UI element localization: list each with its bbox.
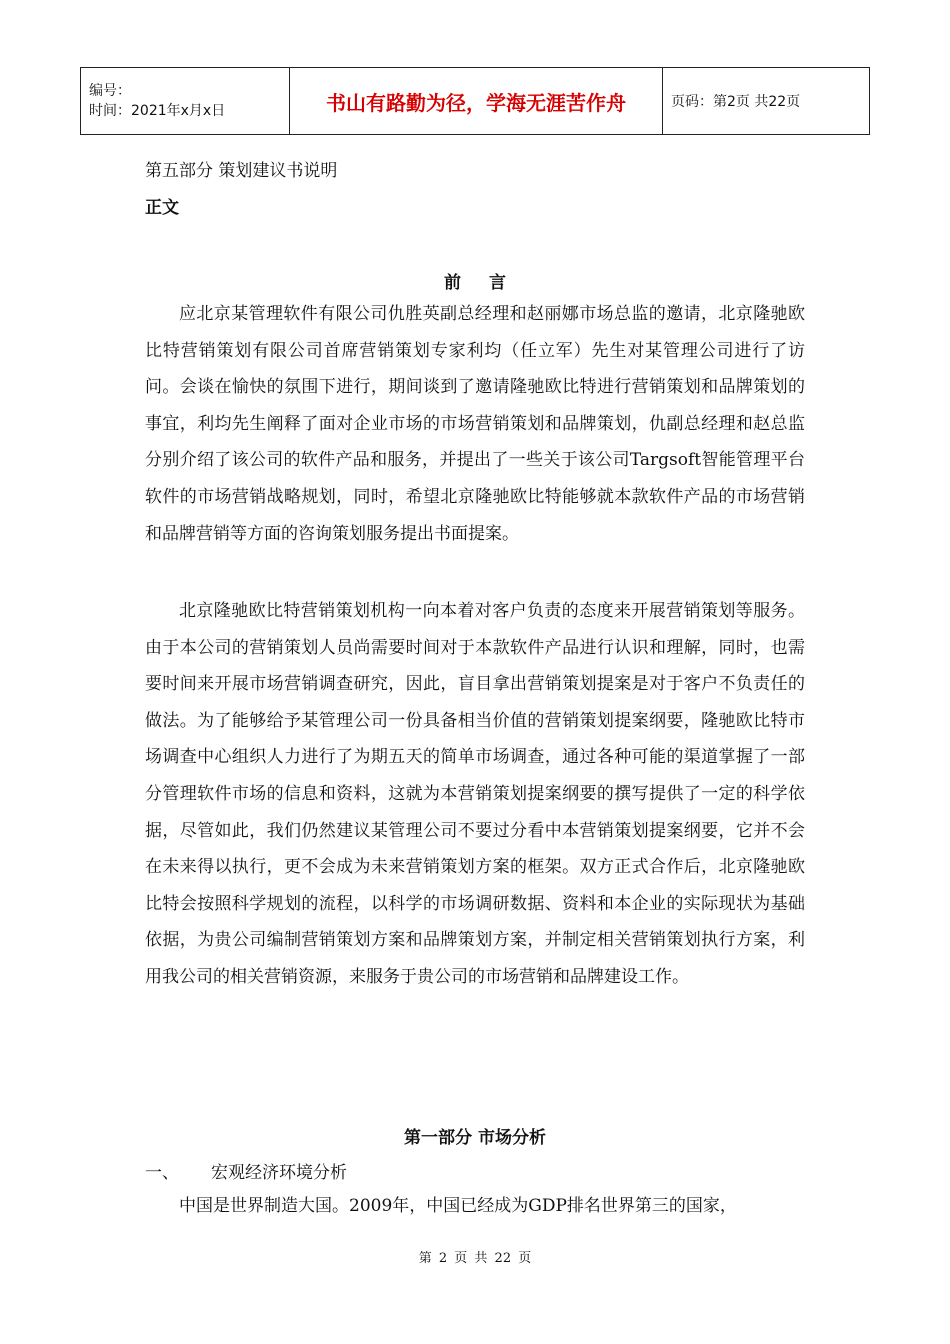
section-number: 一、 [145, 1163, 179, 1183]
header-page-label: 页码：第2页 共22页 [663, 68, 870, 135]
section-title-text: 宏观经济环境分析 [211, 1163, 347, 1183]
header-slogan: 书山有路勤为径，学海无涯苦作舟 [290, 68, 663, 135]
body-label: 正文 [145, 198, 179, 218]
toc-line: 第五部分 策划建议书说明 [145, 161, 338, 181]
header-meta-cell [81, 68, 290, 135]
document-header [80, 67, 870, 135]
page-footer: 第 2 页 共 22 页 [418, 1251, 532, 1266]
part-one-title: 第一部分 市场分析 [404, 1128, 546, 1148]
preface-paragraph-2: 北京隆驰欧比特营销策划机构一向本着对客户负责的态度来开展营销策划等服务。由于本公司的营销策划人员尚需要时间对于本款软件产品进行认识和理解，同时，也需要时间来开展市场营销调查研究，因此，盲目拿出营销策划提案是对于客户不负责任的做法。为了能够给予某管理公司一份具备相当价值的营销策划提案纲要，隆驰欧比特市场调查中心组织人力进行了为期五天的简单市场调查，通过各种可能的渠道掌握了一部分管理软件市场的信息和资料，这就为本营销策划提案纲要的撰写提供了一定的科学依据，尽管如此，我们仍然建议某管理公司不要过分看中本营销策划提案纲要，它并不会在未来得以执行，更不会成为未来营销策划方案的框架。双方正式合作后，北京隆驰欧比特会按照科学规划的流程，以科学的市场调研数据、资料和本企业的实际现状为基础依据，为贵公司编制营销策划方案和品牌策划方案，并制定相关营销策划执行方案，利用我公司的相关营销资源，来服务于贵公司的市场营销和品牌建设工作。 [145, 601, 805, 987]
preface-paragraph-1: 应北京某管理软件有限公司仇胜英副总经理和赵丽娜市场总监的邀请，北京隆驰欧比特营销策划有限公司首席营销策划专家利均（任立军）先生对某管理公司进行了访问。会谈在愉快的氛围下进行，期间谈到了邀请隆驰欧比特进行营销策划和品牌策划的事宜，利均先生阐释了面对企业市场的市场营销策划和品牌策划，仇副总经理和赵总监分别介绍了该公司的软件产品和服务，并提出了一些关于该公司Targsoft智能管理平台软件的市场营销战略规划，同时，希望北京隆驰欧比特能够就本款软件产品的市场营销和品牌营销等方面的咨询策划服务提出书面提案。 [145, 304, 805, 544]
section-heading [145, 1158, 347, 1183]
time-label: 时间：2021年x月x日 [89, 103, 226, 119]
part-one-paragraph: 中国是世界制造大国。2009年，中国已经成为GDP排名世界第三的国家， [179, 1196, 737, 1216]
number-label: 编号： [89, 83, 131, 99]
preface-title: 前言 [444, 273, 534, 293]
